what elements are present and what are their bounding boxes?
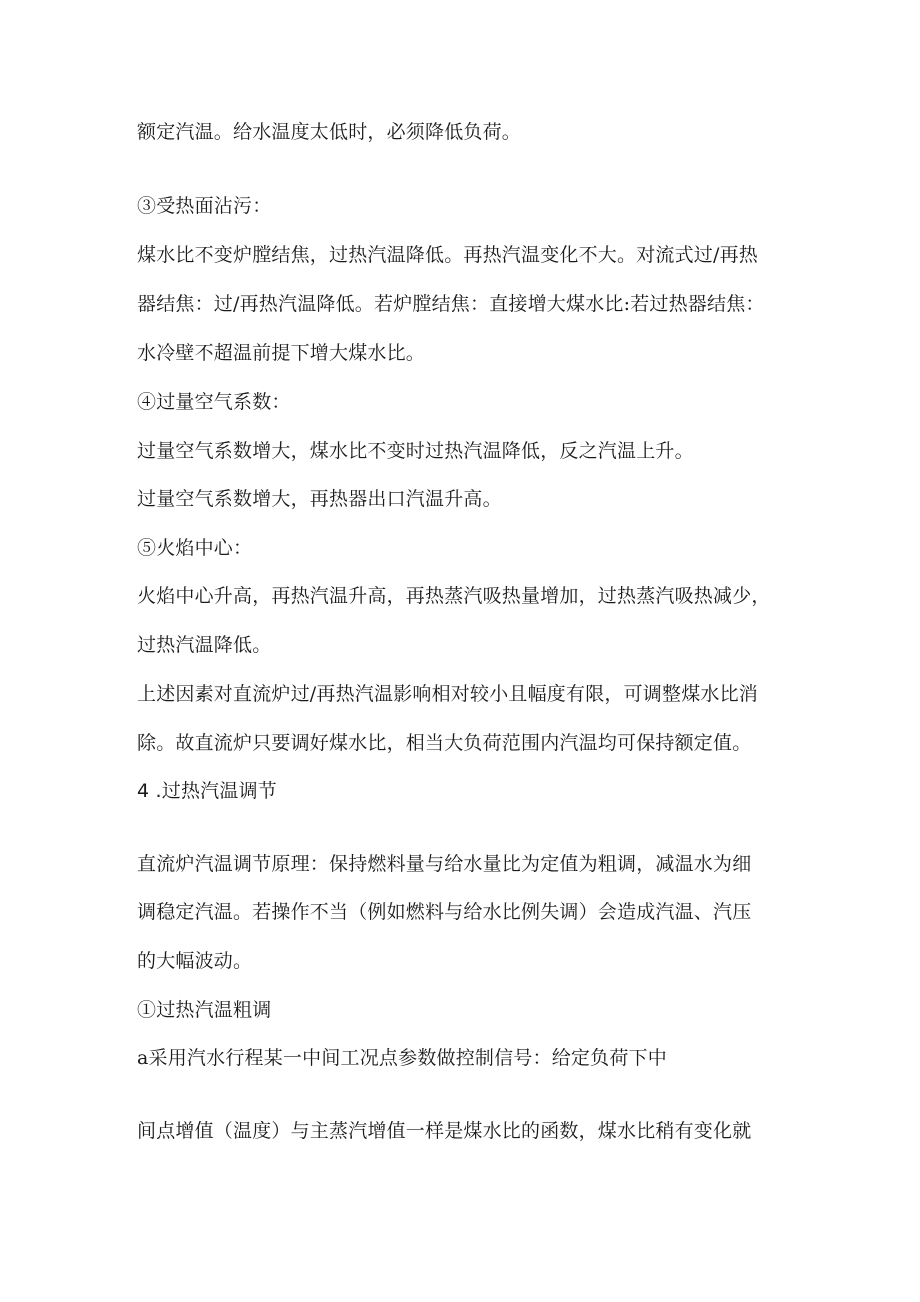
subsection-heading: ①过热汽温粗调 (137, 999, 272, 1021)
text-line: a采用汽水行程某一中间工况点参数做控制信号：给定负荷下中 (137, 1047, 667, 1069)
text-line: 器结焦：过/再热汽温降低。若炉膛结焦：直接增大煤水比:若过热器结焦： (137, 293, 765, 315)
text-line: 水冷壁不超温前提下增大煤水比。 (137, 342, 426, 364)
text-line: 的大幅波动。 (137, 950, 253, 972)
text-line: 直流炉汽温调节原理：保持燃料量与给水量比为定值为粗调，减温水为细 (137, 853, 752, 875)
section-heading: 4 .过热汽温调节 (137, 780, 277, 802)
text-line: 过量空气系数增大，煤水比不变时过热汽温降低，反之汽温上升。 (137, 440, 694, 462)
text-line: 煤水比不变炉膛结焦，过热汽温降低。再热汽温变化不大。对流式过/再热 (137, 244, 759, 266)
subsection-heading: ④过量空气系数： (137, 391, 291, 413)
text-line: 过量空气系数增大，再热器出口汽温升高。 (137, 488, 502, 510)
text-line: 额定汽温。给水温度太低时，必须降低负荷。 (137, 121, 522, 143)
text-line: 调稳定汽温。若操作不当（例如燃料与给水比例失调）会造成汽温、汽压 (137, 901, 752, 923)
subsection-heading: ③受热面沾污： (137, 195, 272, 217)
text-line: 火焰中心升高，再热汽温升高，再热蒸汽吸热量增加，过热蒸汽吸热减少， (137, 585, 771, 607)
text-line: 间点增值（温度）与主蒸汽增值一样是煤水比的函数，煤水比稍有变化就 (137, 1120, 752, 1142)
text-line: 过热汽温降低。 (137, 634, 272, 656)
text-line: 上述因素对直流炉过/再热汽温影响相对较小且幅度有限，可调整煤水比消 (137, 683, 759, 705)
text-line: 除。故直流炉只要调好煤水比，相当大负荷范围内汽温均可保持额定值。 (137, 732, 752, 754)
subsection-heading: ⑤火焰中心： (137, 537, 253, 559)
